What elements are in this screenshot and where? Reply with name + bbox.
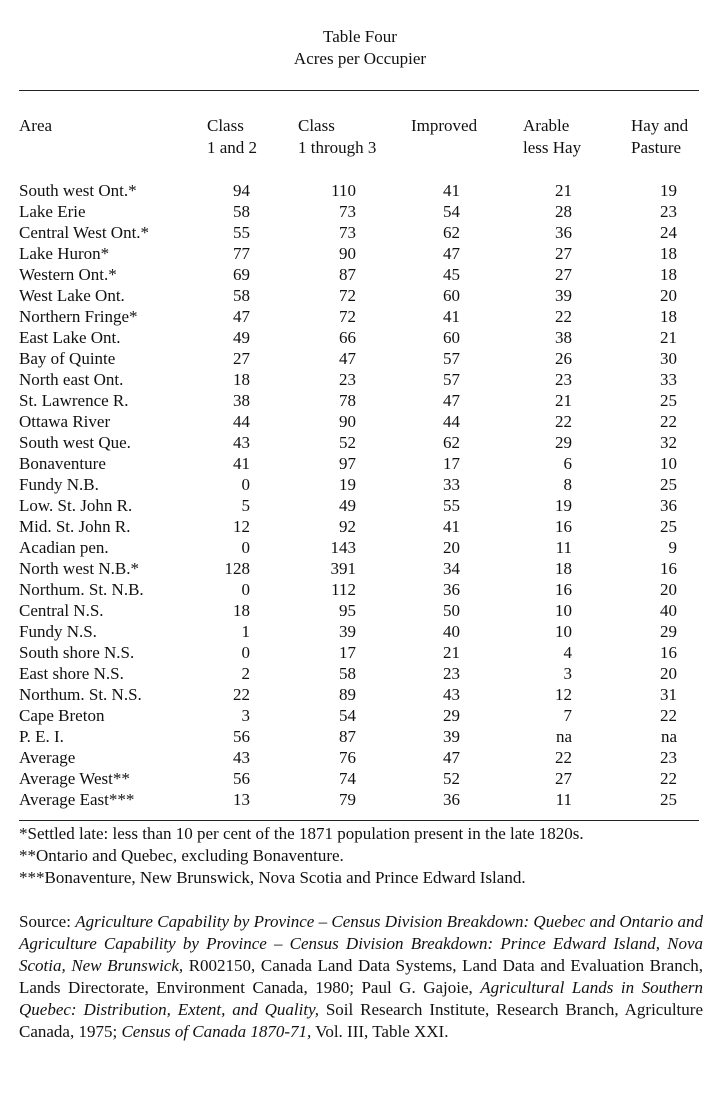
cell-improved: 44 [443,412,460,431]
cell-class-1-3: 23 [339,370,356,389]
cell-class-1-2: 13 [233,790,250,809]
cell-arable-less-hay: 22 [555,412,572,431]
table-row [0,621,720,642]
cell-class-1-3: 92 [339,517,356,536]
table-row [0,747,720,768]
source-text: R002150, Canada Land Data Systems, Land Data and Evaluation Branch, Lands Directorate, Environment Canada, 1980; Paul G. Gajoie, [19,956,703,997]
cell-improved: 36 [443,790,460,809]
cell-class-1-2: 2 [241,664,250,683]
table-row [0,411,720,432]
cell-area: Lake Huron* [19,244,110,263]
table-row [0,432,720,453]
cell-hay-pasture: 9 [668,538,677,557]
cell-hay-pasture: 21 [660,328,677,347]
cell-area: Ottawa River [19,412,111,431]
cell-hay-pasture: 22 [660,769,677,788]
table-body [0,180,720,810]
cell-arable-less-hay: 38 [555,328,572,347]
top-rule [19,90,699,91]
cell-arable-less-hay: 21 [555,181,572,200]
cell-class-1-2: 128 [224,559,250,578]
cell-arable-less-hay: 19 [555,496,572,515]
table-row [0,768,720,789]
cell-area: Average West** [19,769,130,788]
cell-arable-less-hay: 16 [555,580,572,599]
cell-area: Low. St. John R. [19,496,133,515]
cell-improved: 55 [443,496,460,515]
cell-area: Northern Fringe* [19,307,138,326]
table-row [0,474,720,495]
cell-area: Bonaventure [19,454,106,473]
table-subtitle: Acres per Occupier [293,49,427,68]
cell-class-1-2: 0 [241,538,250,557]
table-row [0,642,720,663]
cell-area: Fundy N.S. [19,622,97,641]
table-row [0,327,720,348]
bottom-rule [19,820,699,821]
source-title: Agriculture Capability by Province – Census Division Breakdown: Quebec and Ontario and Agriculture Capability by Province – Census Division Breakdown: Prince Edward Island, Nova Scotia, New Brunswick, [19,912,704,975]
cell-hay-pasture: 18 [660,244,677,263]
table-row [0,201,720,222]
cell-hay-pasture: 30 [660,349,677,368]
cell-improved: 33 [443,475,460,494]
table-row [0,789,720,810]
cell-arable-less-hay: 11 [555,790,572,809]
cell-class-1-2: 56 [233,769,250,788]
cell-hay-pasture: 22 [660,412,677,431]
cell-class-1-2: 22 [233,685,250,704]
footnote: ***Bonaventure, New Brunswick, Nova Scotia and Prince Edward Island. [19,868,526,887]
cell-hay-pasture: 36 [660,496,677,515]
cell-hay-pasture: 23 [660,202,677,221]
cell-improved: 21 [443,643,460,662]
cell-improved: 57 [443,349,460,368]
cell-improved: 60 [443,286,460,305]
cell-class-1-3: 87 [339,265,356,284]
cell-area: St. Lawrence R. [19,391,129,410]
source-text: Vol. III, Table XXI. [311,1022,449,1041]
cell-improved: 62 [443,433,460,452]
cell-arable-less-hay: 3 [563,664,572,683]
cell-class-1-2: 49 [233,328,250,347]
cell-class-1-3: 79 [339,790,356,809]
cell-hay-pasture: 16 [660,643,677,662]
cell-arable-less-hay: 4 [563,643,572,662]
cell-class-1-3: 391 [330,559,356,578]
cell-arable-less-hay: 27 [555,244,572,263]
cell-improved: 29 [443,706,460,725]
cell-area: Central N.S. [19,601,104,620]
cell-arable-less-hay: 10 [555,601,572,620]
table-row [0,306,720,327]
table-row [0,663,720,684]
cell-class-1-2: 44 [233,412,250,431]
cell-area: Mid. St. John R. [19,517,131,536]
cell-area: South shore N.S. [19,643,135,662]
cell-class-1-3: 39 [339,622,356,641]
cell-arable-less-hay: 21 [555,391,572,410]
cell-class-1-2: 56 [233,727,250,746]
cell-arable-less-hay: 29 [555,433,572,452]
cell-arable-less-hay: 26 [555,349,572,368]
cell-area: Fundy N.B. [19,475,99,494]
cell-hay-pasture: 10 [660,454,677,473]
cell-improved: 41 [443,181,460,200]
cell-hay-pasture: 25 [660,517,677,536]
cell-arable-less-hay: 27 [555,769,572,788]
cell-improved: 47 [443,748,460,767]
footnote: **Ontario and Quebec, excluding Bonaventure. [19,846,344,865]
cell-class-1-3: 66 [339,328,356,347]
cell-class-1-3: 90 [339,244,356,263]
cell-class-1-3: 143 [330,538,356,557]
source-citation [19,911,703,1043]
cell-hay-pasture: 23 [660,748,677,767]
cell-improved: 57 [443,370,460,389]
table-row [0,243,720,264]
cell-class-1-3: 78 [339,391,356,410]
table-row [0,285,720,306]
cell-arable-less-hay: 39 [555,286,572,305]
footnote: *Settled late: less than 10 per cent of the 1871 population present in the late 1820s. [19,824,584,843]
cell-improved: 23 [443,664,460,683]
cell-class-1-3: 97 [339,454,356,473]
column-header-class-1-2: Class 1 and 2 [207,116,258,157]
cell-area: Bay of Quinte [19,349,116,368]
cell-arable-less-hay: 18 [555,559,572,578]
table-row [0,264,720,285]
cell-class-1-2: 55 [233,223,250,242]
cell-class-1-2: 38 [233,391,250,410]
cell-class-1-2: 1 [241,622,250,641]
cell-class-1-2: 43 [233,748,250,767]
cell-hay-pasture: 24 [660,223,677,242]
cell-hay-pasture: 29 [660,622,677,641]
cell-class-1-3: 17 [339,643,356,662]
column-header-hay-pasture: Hay and Pasture [631,116,689,157]
cell-class-1-2: 58 [233,202,250,221]
cell-class-1-2: 94 [233,181,250,200]
table-row [0,495,720,516]
table-row [0,579,720,600]
table-title: Table Four [323,27,397,46]
cell-improved: 41 [443,307,460,326]
cell-arable-less-hay: 6 [563,454,572,473]
cell-area: Acadian pen. [19,538,109,557]
source-text: Source: [19,912,76,931]
cell-class-1-2: 12 [233,517,250,536]
cell-hay-pasture: 18 [660,307,677,326]
column-header-area: Area [19,116,53,135]
cell-area: North west N.B.* [19,559,139,578]
cell-improved: 60 [443,328,460,347]
cell-arable-less-hay: 10 [555,622,572,641]
cell-arable-less-hay: 16 [555,517,572,536]
cell-class-1-2: 41 [233,454,250,473]
cell-class-1-2: 77 [233,244,250,263]
cell-improved: 62 [443,223,460,242]
cell-hay-pasture: 20 [660,286,677,305]
cell-area: East shore N.S. [19,664,124,683]
cell-class-1-3: 47 [339,349,356,368]
cell-class-1-3: 72 [339,286,356,305]
table-row [0,684,720,705]
table-row [0,726,720,747]
cell-arable-less-hay: 22 [555,307,572,326]
cell-arable-less-hay: 36 [555,223,572,242]
cell-arable-less-hay: 11 [555,538,572,557]
cell-improved: 43 [443,685,460,704]
cell-area: South west Que. [19,433,131,452]
cell-class-1-2: 47 [233,307,250,326]
cell-area: West Lake Ont. [19,286,125,305]
source-text: Soil Research Institute, Research Branch, Agriculture Canada, 1975; [19,1000,703,1041]
table-row [0,369,720,390]
cell-class-1-2: 5 [241,496,250,515]
cell-class-1-2: 3 [241,706,250,725]
cell-class-1-3: 89 [339,685,356,704]
cell-class-1-3: 76 [339,748,356,767]
table-row [0,180,720,201]
cell-improved: 47 [443,391,460,410]
cell-class-1-3: 19 [339,475,356,494]
cell-area: Northum. St. N.B. [19,580,144,599]
cell-arable-less-hay: 8 [563,475,572,494]
column-header-improved: Improved [411,116,478,135]
cell-class-1-3: 49 [339,496,356,515]
cell-improved: 45 [443,265,460,284]
cell-improved: 52 [443,769,460,788]
cell-improved: 36 [443,580,460,599]
cell-class-1-2: 0 [241,475,250,494]
cell-arable-less-hay: 7 [563,706,572,725]
cell-area: East Lake Ont. [19,328,121,347]
cell-arable-less-hay: 22 [555,748,572,767]
source-title: Agricultural Lands in Southern Quebec: Distribution, Extent, and Quality, [19,978,703,1019]
cell-hay-pasture: 20 [660,664,677,683]
cell-improved: 54 [443,202,460,221]
table-row [0,600,720,621]
table-row [0,348,720,369]
cell-hay-pasture: 25 [660,475,677,494]
cell-area: Lake Erie [19,202,86,221]
table-row [0,222,720,243]
cell-class-1-3: 72 [339,307,356,326]
table-row [0,516,720,537]
footnotes [19,823,709,889]
cell-hay-pasture: 25 [660,391,677,410]
cell-class-1-3: 58 [339,664,356,683]
cell-class-1-3: 95 [339,601,356,620]
cell-area: Average East*** [19,790,135,809]
cell-hay-pasture: 20 [660,580,677,599]
cell-class-1-2: 0 [241,643,250,662]
cell-hay-pasture: 40 [660,601,677,620]
cell-hay-pasture: 18 [660,265,677,284]
cell-class-1-3: 73 [339,223,356,242]
cell-area: South west Ont.* [19,181,137,200]
cell-class-1-2: 69 [233,265,250,284]
cell-class-1-3: 74 [339,769,356,788]
source-title: Census of Canada 1870-71, [121,1022,312,1041]
cell-area: Western Ont.* [19,265,117,284]
cell-improved: 39 [443,727,460,746]
cell-area: Cape Breton [19,706,105,725]
cell-hay-pasture: 22 [660,706,677,725]
cell-area: Average [19,748,76,767]
cell-arable-less-hay: 27 [555,265,572,284]
cell-improved: 40 [443,622,460,641]
cell-class-1-3: 90 [339,412,356,431]
cell-arable-less-hay: na [555,727,572,746]
table-row [0,537,720,558]
cell-class-1-3: 87 [339,727,356,746]
cell-improved: 50 [443,601,460,620]
cell-arable-less-hay: 23 [555,370,572,389]
cell-hay-pasture: 16 [660,559,677,578]
cell-class-1-3: 54 [339,706,356,725]
table-row [0,705,720,726]
cell-class-1-3: 52 [339,433,356,452]
table-row [0,558,720,579]
cell-class-1-3: 112 [331,580,356,599]
cell-hay-pasture: 33 [660,370,677,389]
column-header-class-1-3: Class 1 through 3 [298,116,377,157]
cell-hay-pasture: 31 [660,685,677,704]
cell-area: Northum. St. N.S. [19,685,142,704]
cell-area: North east Ont. [19,370,124,389]
cell-arable-less-hay: 12 [555,685,572,704]
cell-class-1-2: 43 [233,433,250,452]
cell-class-1-2: 18 [233,601,250,620]
cell-improved: 20 [443,538,460,557]
cell-area: Central West Ont.* [19,223,150,242]
cell-arable-less-hay: 28 [555,202,572,221]
cell-class-1-3: 73 [339,202,356,221]
cell-hay-pasture: 19 [660,181,677,200]
cell-improved: 34 [443,559,460,578]
cell-class-1-2: 0 [241,580,250,599]
column-header-arable-less-hay: Arable less Hay [523,116,582,157]
cell-hay-pasture: 25 [660,790,677,809]
cell-hay-pasture: na [660,727,677,746]
cell-class-1-3: 110 [331,181,356,200]
cell-area: P. E. I. [19,727,64,746]
table-row [0,453,720,474]
cell-improved: 47 [443,244,460,263]
cell-class-1-2: 27 [233,349,250,368]
cell-class-1-2: 58 [233,286,250,305]
cell-improved: 17 [443,454,460,473]
cell-class-1-2: 18 [233,370,250,389]
table-row [0,390,720,411]
cell-hay-pasture: 32 [660,433,677,452]
cell-improved: 41 [443,517,460,536]
